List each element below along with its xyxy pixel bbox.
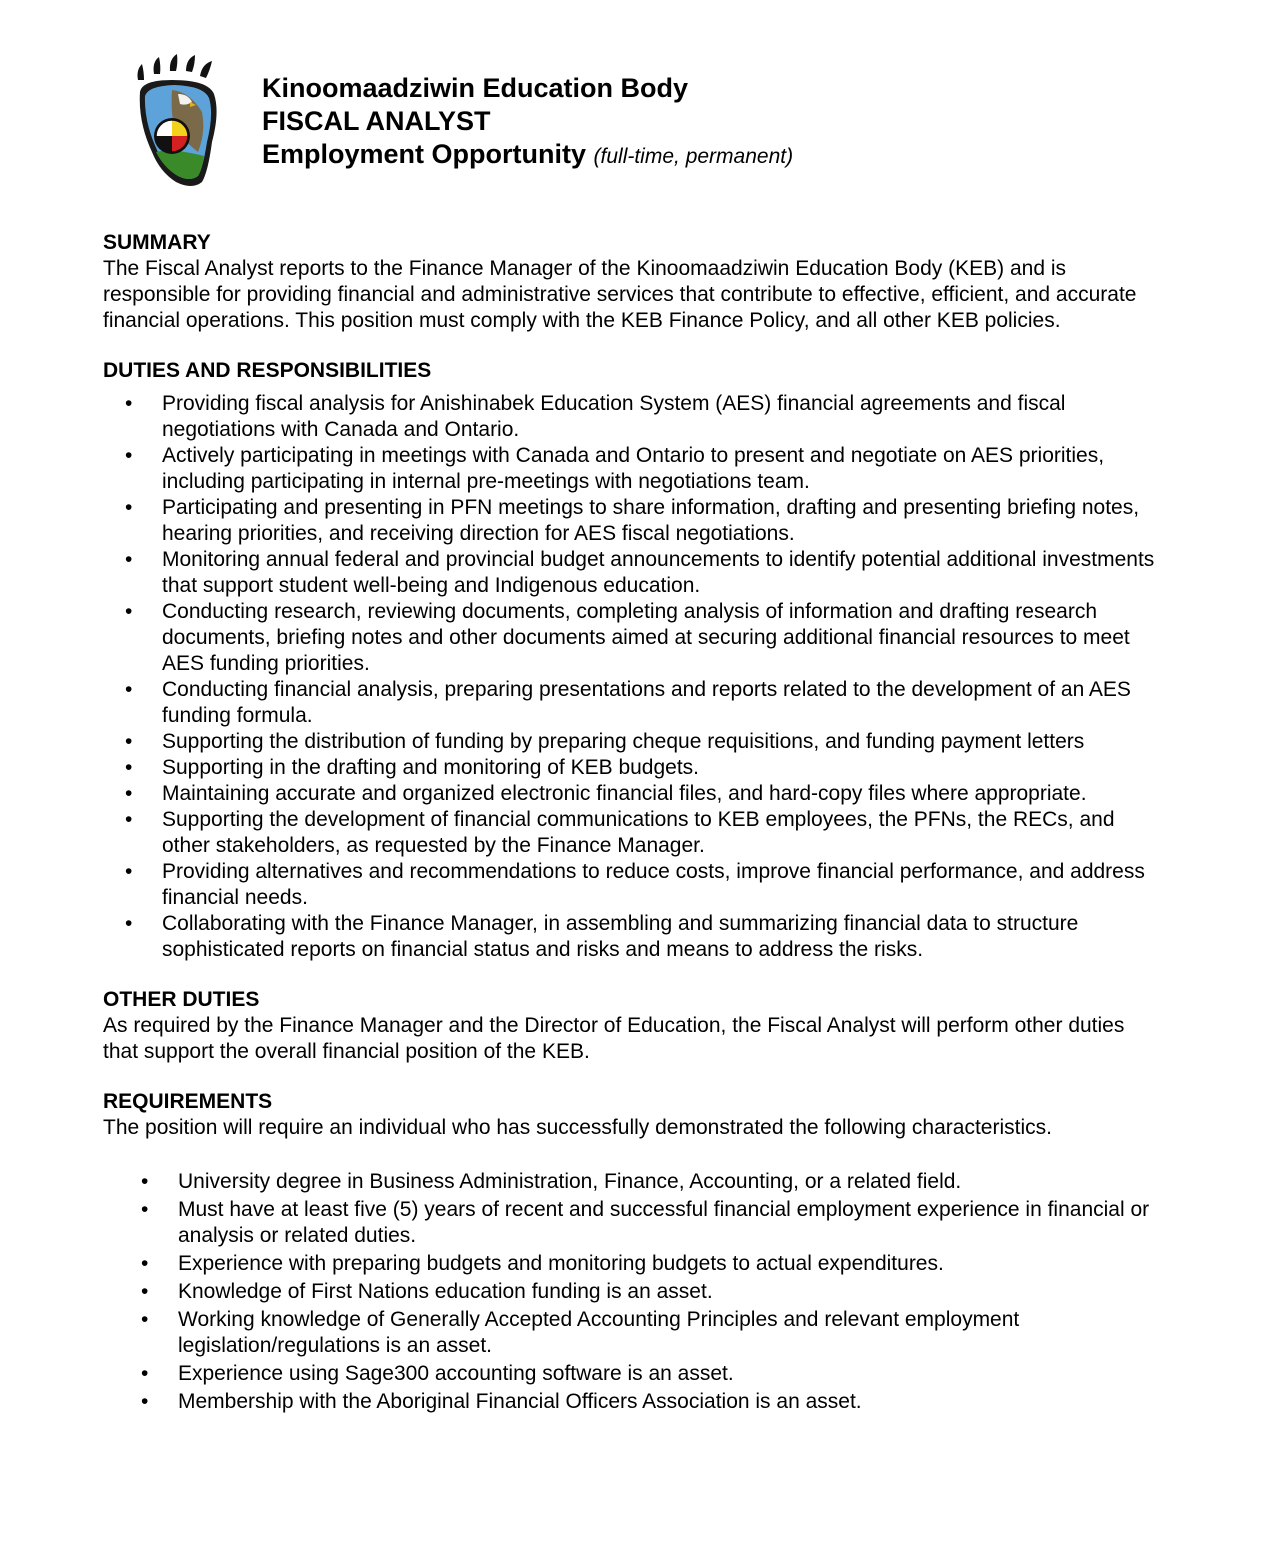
summary-heading: SUMMARY [103, 231, 211, 254]
organization-logo [132, 52, 220, 188]
other-duties-text: As required by the Finance Manager and the Director of Education, the Fiscal Analyst will perform other duties that support the overall financial position of the KEB. [103, 1014, 1125, 1063]
list-item: • Membership with the Aboriginal Financial Officers Association is an asset. [103, 1389, 1163, 1415]
employment-opportunity-line [262, 138, 793, 173]
summary-text: The Fiscal Analyst reports to the Finance Manager of the Kinoomaadziwin Education Body (KEB) and is responsible for providing financial and administrative services that contribute to effective, efficient, and accurate financial operations. This position must comply with the KEB Finance Policy, and all other KEB policies. [103, 257, 1137, 332]
organization-name: Kinoomaadziwin Education Body [262, 73, 689, 103]
list-item: • Experience with preparing budgets and monitoring budgets to actual expenditures. [103, 1251, 1163, 1277]
other-duties-section [103, 987, 1163, 1065]
list-item: • Providing alternatives and recommendations to reduce costs, improve financial performance, and address financial needs. [103, 859, 1163, 911]
list-item: • Collaborating with the Finance Manager, in assembling and summarizing financial data to structure sophisticated reports on financial status and risks and means to address the risks. [103, 911, 1163, 963]
list-item: • Must have at least five (5) years of recent and successful financial employment experience in financial or analysis or related duties. [103, 1197, 1163, 1249]
position-title: FISCAL ANALYST [262, 106, 491, 136]
duties-heading: DUTIES AND RESPONSIBILITIES [103, 359, 432, 382]
requirements-section [103, 1089, 1163, 1415]
list-item: • Actively participating in meetings with Canada and Ontario to present and negotiate on AES priorities, including participating in internal pre-meetings with negotiations team. [103, 443, 1163, 495]
list-item: • Supporting the distribution of funding by preparing cheque requisitions, and funding payment letters [103, 729, 1163, 755]
requirements-list [103, 1169, 1163, 1415]
list-item: • Knowledge of First Nations education funding is an asset. [103, 1279, 1163, 1305]
list-item: • Maintaining accurate and organized electronic financial files, and hard-copy files where appropriate. [103, 781, 1163, 807]
list-item: • Monitoring annual federal and provincial budget announcements to identify potential additional investments that support student well-being and Indigenous education. [103, 547, 1163, 599]
requirements-heading: REQUIREMENTS [103, 1090, 273, 1113]
document-header [262, 72, 793, 173]
requirements-intro: The position will require an individual who has successfully demonstrated the following characteristics. [103, 1116, 1052, 1139]
list-item: • Participating and presenting in PFN meetings to share information, drafting and presenting briefing notes, hearing priorities, and receiving direction for AES fiscal negotiations. [103, 495, 1163, 547]
document-body [103, 230, 1163, 1417]
summary-section [103, 230, 1163, 334]
list-item: • Experience using Sage300 accounting software is an asset. [103, 1361, 1163, 1387]
duties-list [103, 391, 1163, 963]
list-item: • Supporting the development of financial communications to KEB employees, the PFNs, the RECs, and other stakeholders, as requested by the Finance Manager. [103, 807, 1163, 859]
opportunity-label: Employment Opportunity [262, 139, 586, 169]
list-item: • Conducting financial analysis, preparing presentations and reports related to the development of an AES funding formula. [103, 677, 1163, 729]
other-duties-heading: OTHER DUTIES [103, 988, 260, 1011]
list-item: • Providing fiscal analysis for Anishinabek Education System (AES) financial agreements and fiscal negotiations with Canada and Ontario. [103, 391, 1163, 443]
duties-section [103, 358, 1163, 963]
bear-paw-logo-icon [132, 52, 220, 188]
list-item: • University degree in Business Administration, Finance, Accounting, or a related field. [103, 1169, 1163, 1195]
list-item: • Supporting in the drafting and monitoring of KEB budgets. [103, 755, 1163, 781]
employment-type: (full-time, permanent) [593, 145, 794, 168]
list-item: • Conducting research, reviewing documents, completing analysis of information and drafting research documents, briefing notes and other documents aimed at securing additional financial resources to meet AES funding priorities. [103, 599, 1163, 677]
list-item: • Working knowledge of Generally Accepted Accounting Principles and relevant employment legislation/regulations is an asset. [103, 1307, 1163, 1359]
